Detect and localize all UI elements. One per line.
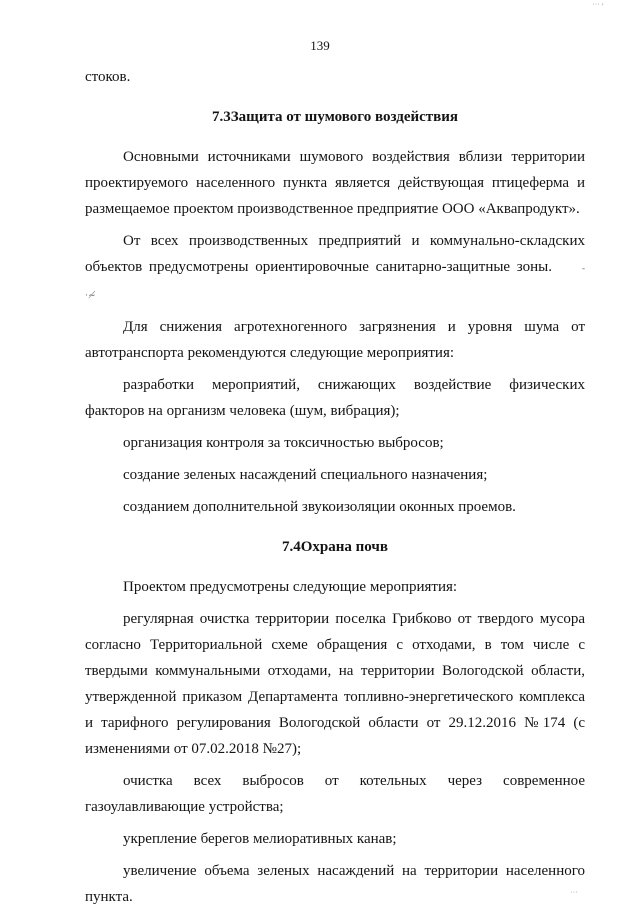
paragraph-text: От всех производственных предприятий и коммунально-складских объектов предусмотрены ориентировочные санитарно-защитные зоны. [85, 233, 585, 275]
list-item: созданием дополнительной звукоизоляции оконных проемов. [123, 499, 516, 515]
list-item: создание зеленых насаждений специального назначения; [123, 467, 488, 483]
list-item: увеличение объема зеленых насаждений на территории населенного пункта. [85, 863, 585, 905]
paragraph: Для снижения агротехногенного загрязнения и уровня шума от автотранспорта рекомендуются следующие мероприятия: [85, 319, 585, 361]
page-number: 139 [310, 38, 330, 53]
list-item: регулярная очистка территории поселка Грибково от твердого мусора согласно Территориальной схеме обращения с отходами, в том числе с твердыми коммунальными отходами, на территории Вологодской области, утвержденной приказом Департамента топливно-энергетического комплекса и тарифного регулирования Вологодской области от 29.12.2016 №174 (с изменениями от 07.02.2018 №27); [85, 611, 585, 757]
list-item-line: очистка всех выбросов от котельных через современное [123, 773, 585, 789]
paragraph: Основными источниками шумового воздействия вблизи территории проектируемого населенного пункта является действующая птицеферма и размещаемое проектом производственное предприятие ООО «Аквапродукт». [85, 149, 585, 217]
section-heading-7-4: 7.4Охрана почв [282, 539, 388, 555]
page-content [85, 64, 585, 910]
section-heading-7-3: 7.3Защита от шумового воздействия [211, 109, 459, 125]
list-item: разработки мероприятий, снижающих воздействие физических факторов на организм человека (шум, вибрация); [85, 377, 585, 419]
list-item-line: газоулавливающие устройства; [85, 799, 284, 815]
corner-mark: ˙˙˙ ' [592, 2, 604, 11]
corner-mark: ˙˙˙ [570, 890, 578, 899]
scan-mark: - ·≁ [85, 263, 585, 300]
paragraph: Проектом предусмотрены следующие мероприятия: [123, 579, 458, 595]
list-item: организация контроля за токсичностью выбросов; [123, 435, 444, 451]
list-item: укрепление берегов мелиоративных канав; [123, 831, 397, 847]
paragraph [85, 228, 585, 308]
text-line: стоков. [85, 69, 131, 85]
